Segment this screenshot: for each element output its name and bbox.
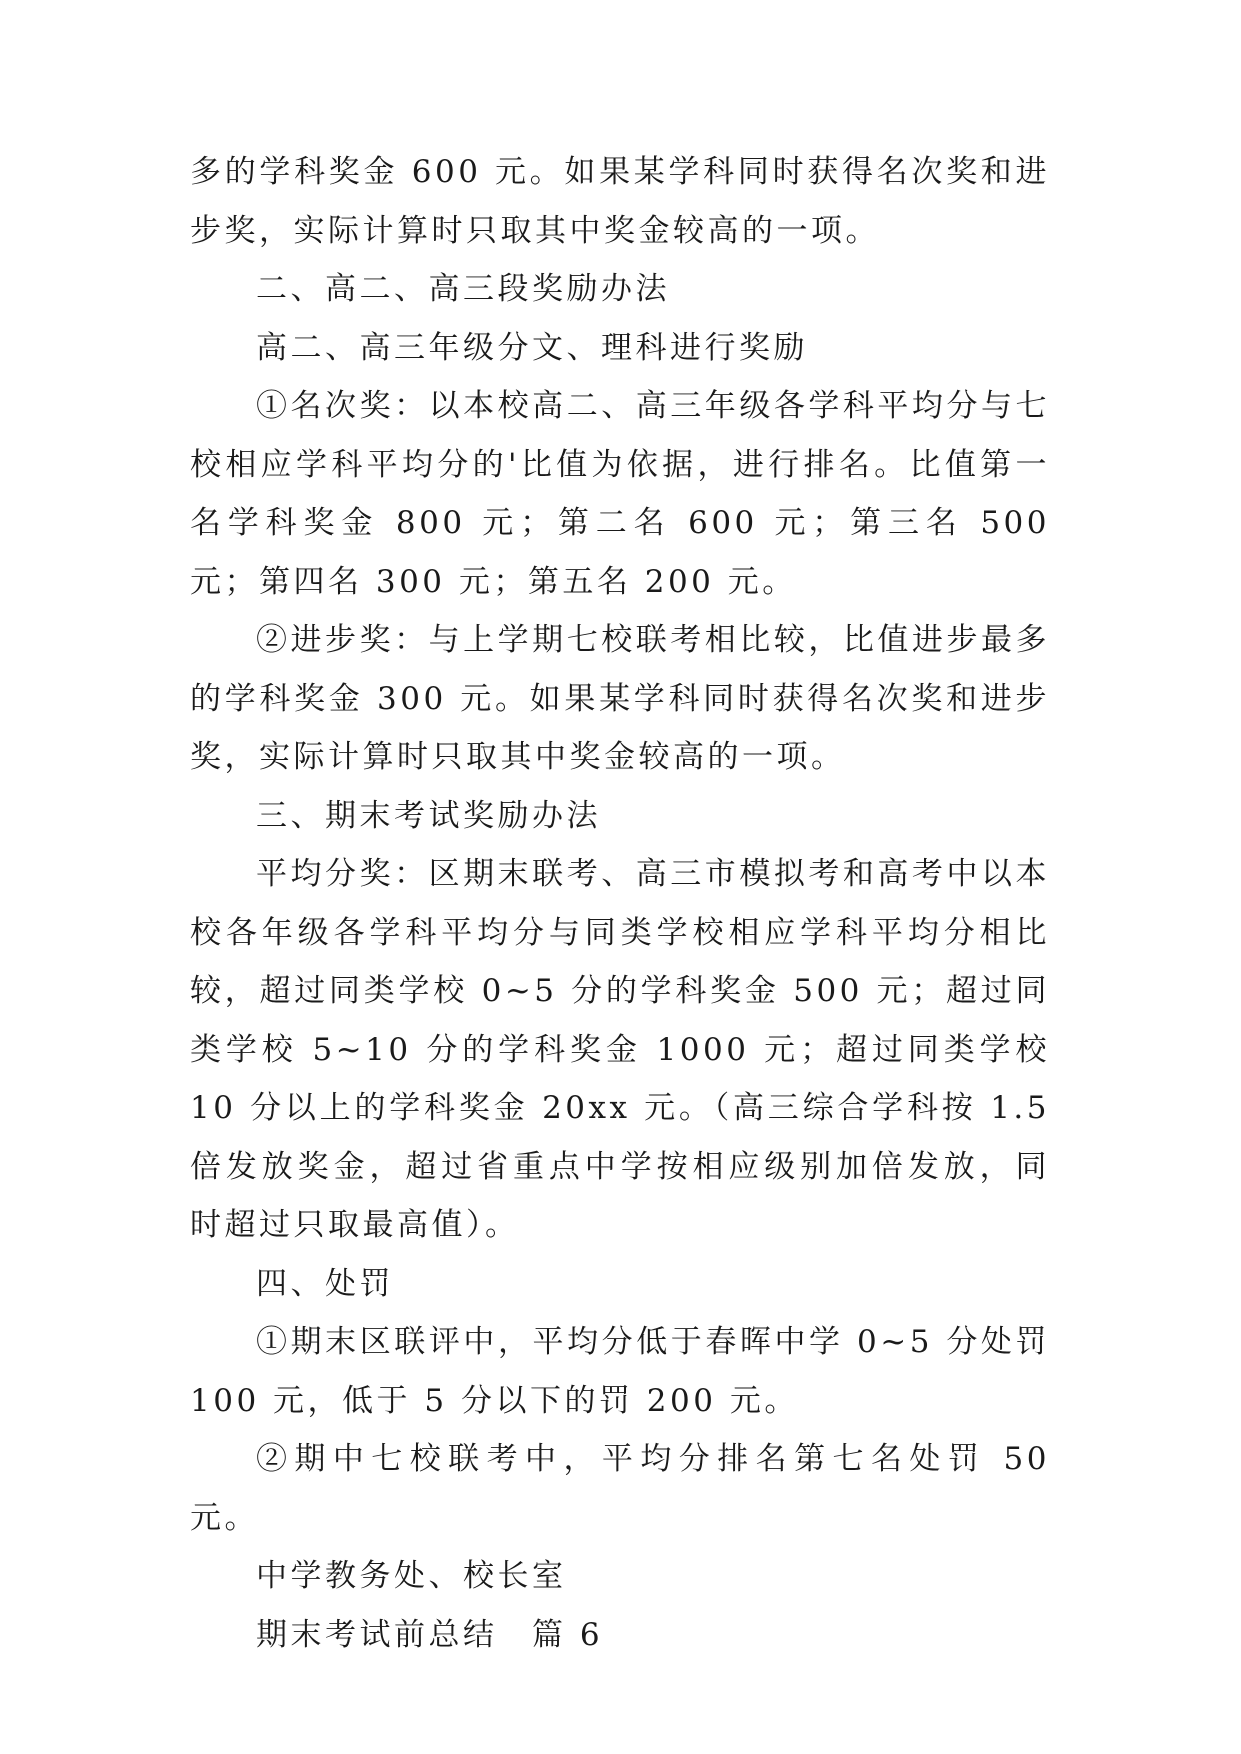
next-article-title: 期末考试前总结 篇 6 [256,1616,604,1653]
paragraph-rank-award: ①名次奖：以本校高二、高三年级各学科平均分与七校相应学科平均分的'比值为依据，进行排名。比值第一名学科奖金 800 元；第二名 600 元；第三名 500 元；第四名 300 元；第五名 200 元。 [190,388,1050,600]
section-heading-penalty: 四、处罚 [256,1265,394,1302]
paragraph-average-award: 平均分奖：区期末联考、高三市模拟考和高考中以本校各年级各学科平均分与同类学校相应学科平均分相比较，超过同类学校 0~5 分的学科奖金 500 元；超过同类学校 5~10 分的学科奖金 1000 元；超过同类学校 10 分以上的学科奖金 20xx 元。（高三综合学科按 1.5 倍发放奖金，超过省重点中学按相应级别加倍发放，同时超过只取最高值）。 [190,856,1050,1243]
paragraph-grade-split: 高二、高三年级分文、理科进行奖励 [256,329,808,366]
paragraph-continuation: 多的学科奖金 600 元。如果某学科同时获得名次奖和进步奖，实际计算时只取其中奖金较高的一项。 [190,154,1050,249]
document-body [190,143,1050,1664]
paragraph-penalty-district: ①期末区联评中，平均分低于春晖中学 0~5 分处罚 100 元，低于 5 分以下的罚 200 元。 [190,1324,1050,1419]
section-heading-final-exam: 三、期末考试奖励办法 [256,797,601,834]
paragraph-penalty-midterm: ②期中七校联考中，平均分排名第七名处罚 50 元。 [190,1441,1050,1536]
paragraph-progress-award: ②进步奖：与上学期七校联考相比较，比值进步最多的学科奖金 300 元。如果某学科同时获得名次奖和进步奖，实际计算时只取其中奖金较高的一项。 [190,622,1050,775]
section-heading-grade-two-three: 二、高二、高三段奖励办法 [256,271,670,307]
signature-office: 中学教务处、校长室 [256,1558,567,1594]
